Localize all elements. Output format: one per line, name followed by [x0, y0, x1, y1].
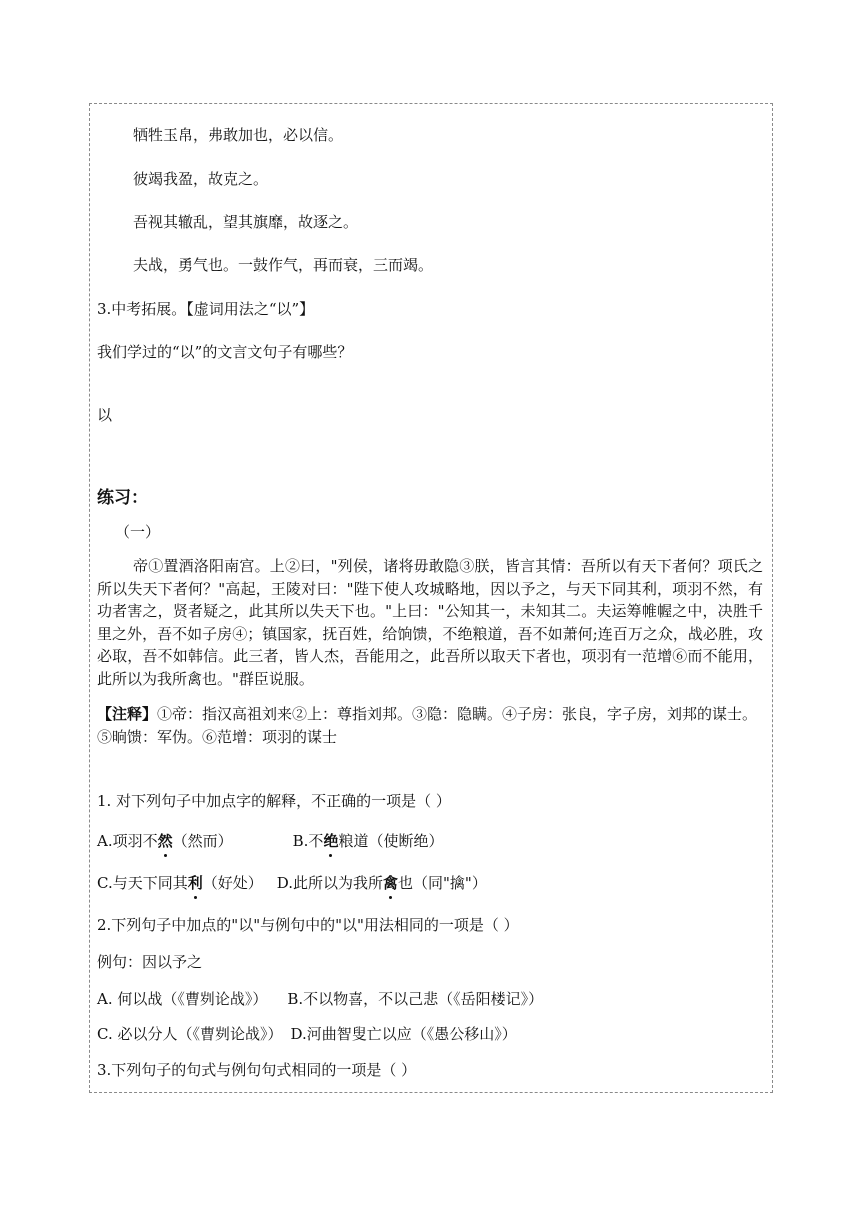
option-1b: B.不绝粮道（使断绝）: [292, 832, 444, 850]
dotted-char: 然: [157, 832, 173, 850]
exercise-section-label: （一）: [115, 523, 161, 541]
question-2-stem: 2.下列句子中加点的"以"与例句中的"以"用法相同的一项是（ ）: [97, 916, 519, 934]
option-1d: D.此所以为我所禽也（同"擒"）: [276, 874, 487, 892]
passage-text: 帝①置酒洛阳南宫。上②曰，"列侯，诸将毋敢隐③朕，皆言其情：吾所以有天下者何？项氏之所以失天下者何？"高起，王陵对曰："陛下使人攻城略地，因以予之，与天下同其利，项羽不然，有功者害之，贤者疑之，此其所以失天下也。"上曰："公知其一，未知其二。夫运筹帷幄之中，决胜千里之外，吾不如子房④；镇国家，抚百姓，给饷馈，不绝粮道，吾不如萧何;连百万之众，战必胜，攻必取，吾不如韩信。此三者，皆人杰，吾能用之，此吾所以取天下者也，项羽有一范增⑥而不能用，此所以为我所禽也。"群臣说服。: [97, 557, 763, 688]
extension-answer: 以: [97, 406, 113, 424]
sentence-4: 夫战，勇气也。一鼓作气，再而衰，三而竭。: [133, 256, 434, 274]
sentence-1: 牺牲玉帛，弗敢加也，必以信。: [133, 126, 344, 144]
question-1-stem: 1. 对下列句子中加点字的解释，不正确的一项是（ ）: [97, 792, 451, 810]
exercise-heading: 练习：: [97, 488, 148, 508]
annotation: [97, 703, 763, 748]
dotted-char: 利: [187, 874, 203, 892]
question-1-options-cd: [97, 872, 757, 894]
sentence-2: 彼竭我盈，故克之。: [133, 170, 269, 188]
dotted-char: 绝: [323, 832, 339, 850]
option-2b: B.不以物喜，不以己悲（《岳阳楼记》）: [287, 990, 544, 1008]
question-2-options-cd: [97, 1023, 757, 1045]
dotted-char: 禽: [383, 874, 399, 892]
annotation-label: 【注释】: [97, 705, 158, 723]
sentence-3: 吾视其辙乱，望其旗靡，故逐之。: [133, 213, 359, 231]
option-2d: D.河曲智叟亡以应（《愚公移山》）: [290, 1025, 517, 1043]
question-2-options-ab: [97, 988, 757, 1010]
option-2a: A. 何以战（《曹刿论战》）: [97, 990, 268, 1008]
option-1a: A.项羽不然（然而）: [97, 832, 233, 850]
question-1-options-ab: [97, 830, 757, 852]
extension-question: 我们学过的“以”的文言文句子有哪些？: [97, 343, 353, 361]
question-3-stem: 3.下列句子的句式与例句句式相同的一项是（ ）: [97, 1061, 417, 1079]
annotation-text: ①帝：指汉高祖刘来②上：尊指刘邦。③隐：隐瞒。④子房：张良，字子房，刘邦的谋士。⑤晌馈：军伪。⑥范增：项羽的谋士: [97, 705, 758, 746]
extension-title: 3.中考拓展。【虚词用法之“以”】: [97, 300, 315, 318]
option-2c: C. 必以分人（《曹刿论战》）: [97, 1025, 283, 1043]
question-2-example: 例句：因以予之: [97, 953, 203, 971]
option-1c: C.与天下同其利（好处）: [97, 874, 263, 892]
